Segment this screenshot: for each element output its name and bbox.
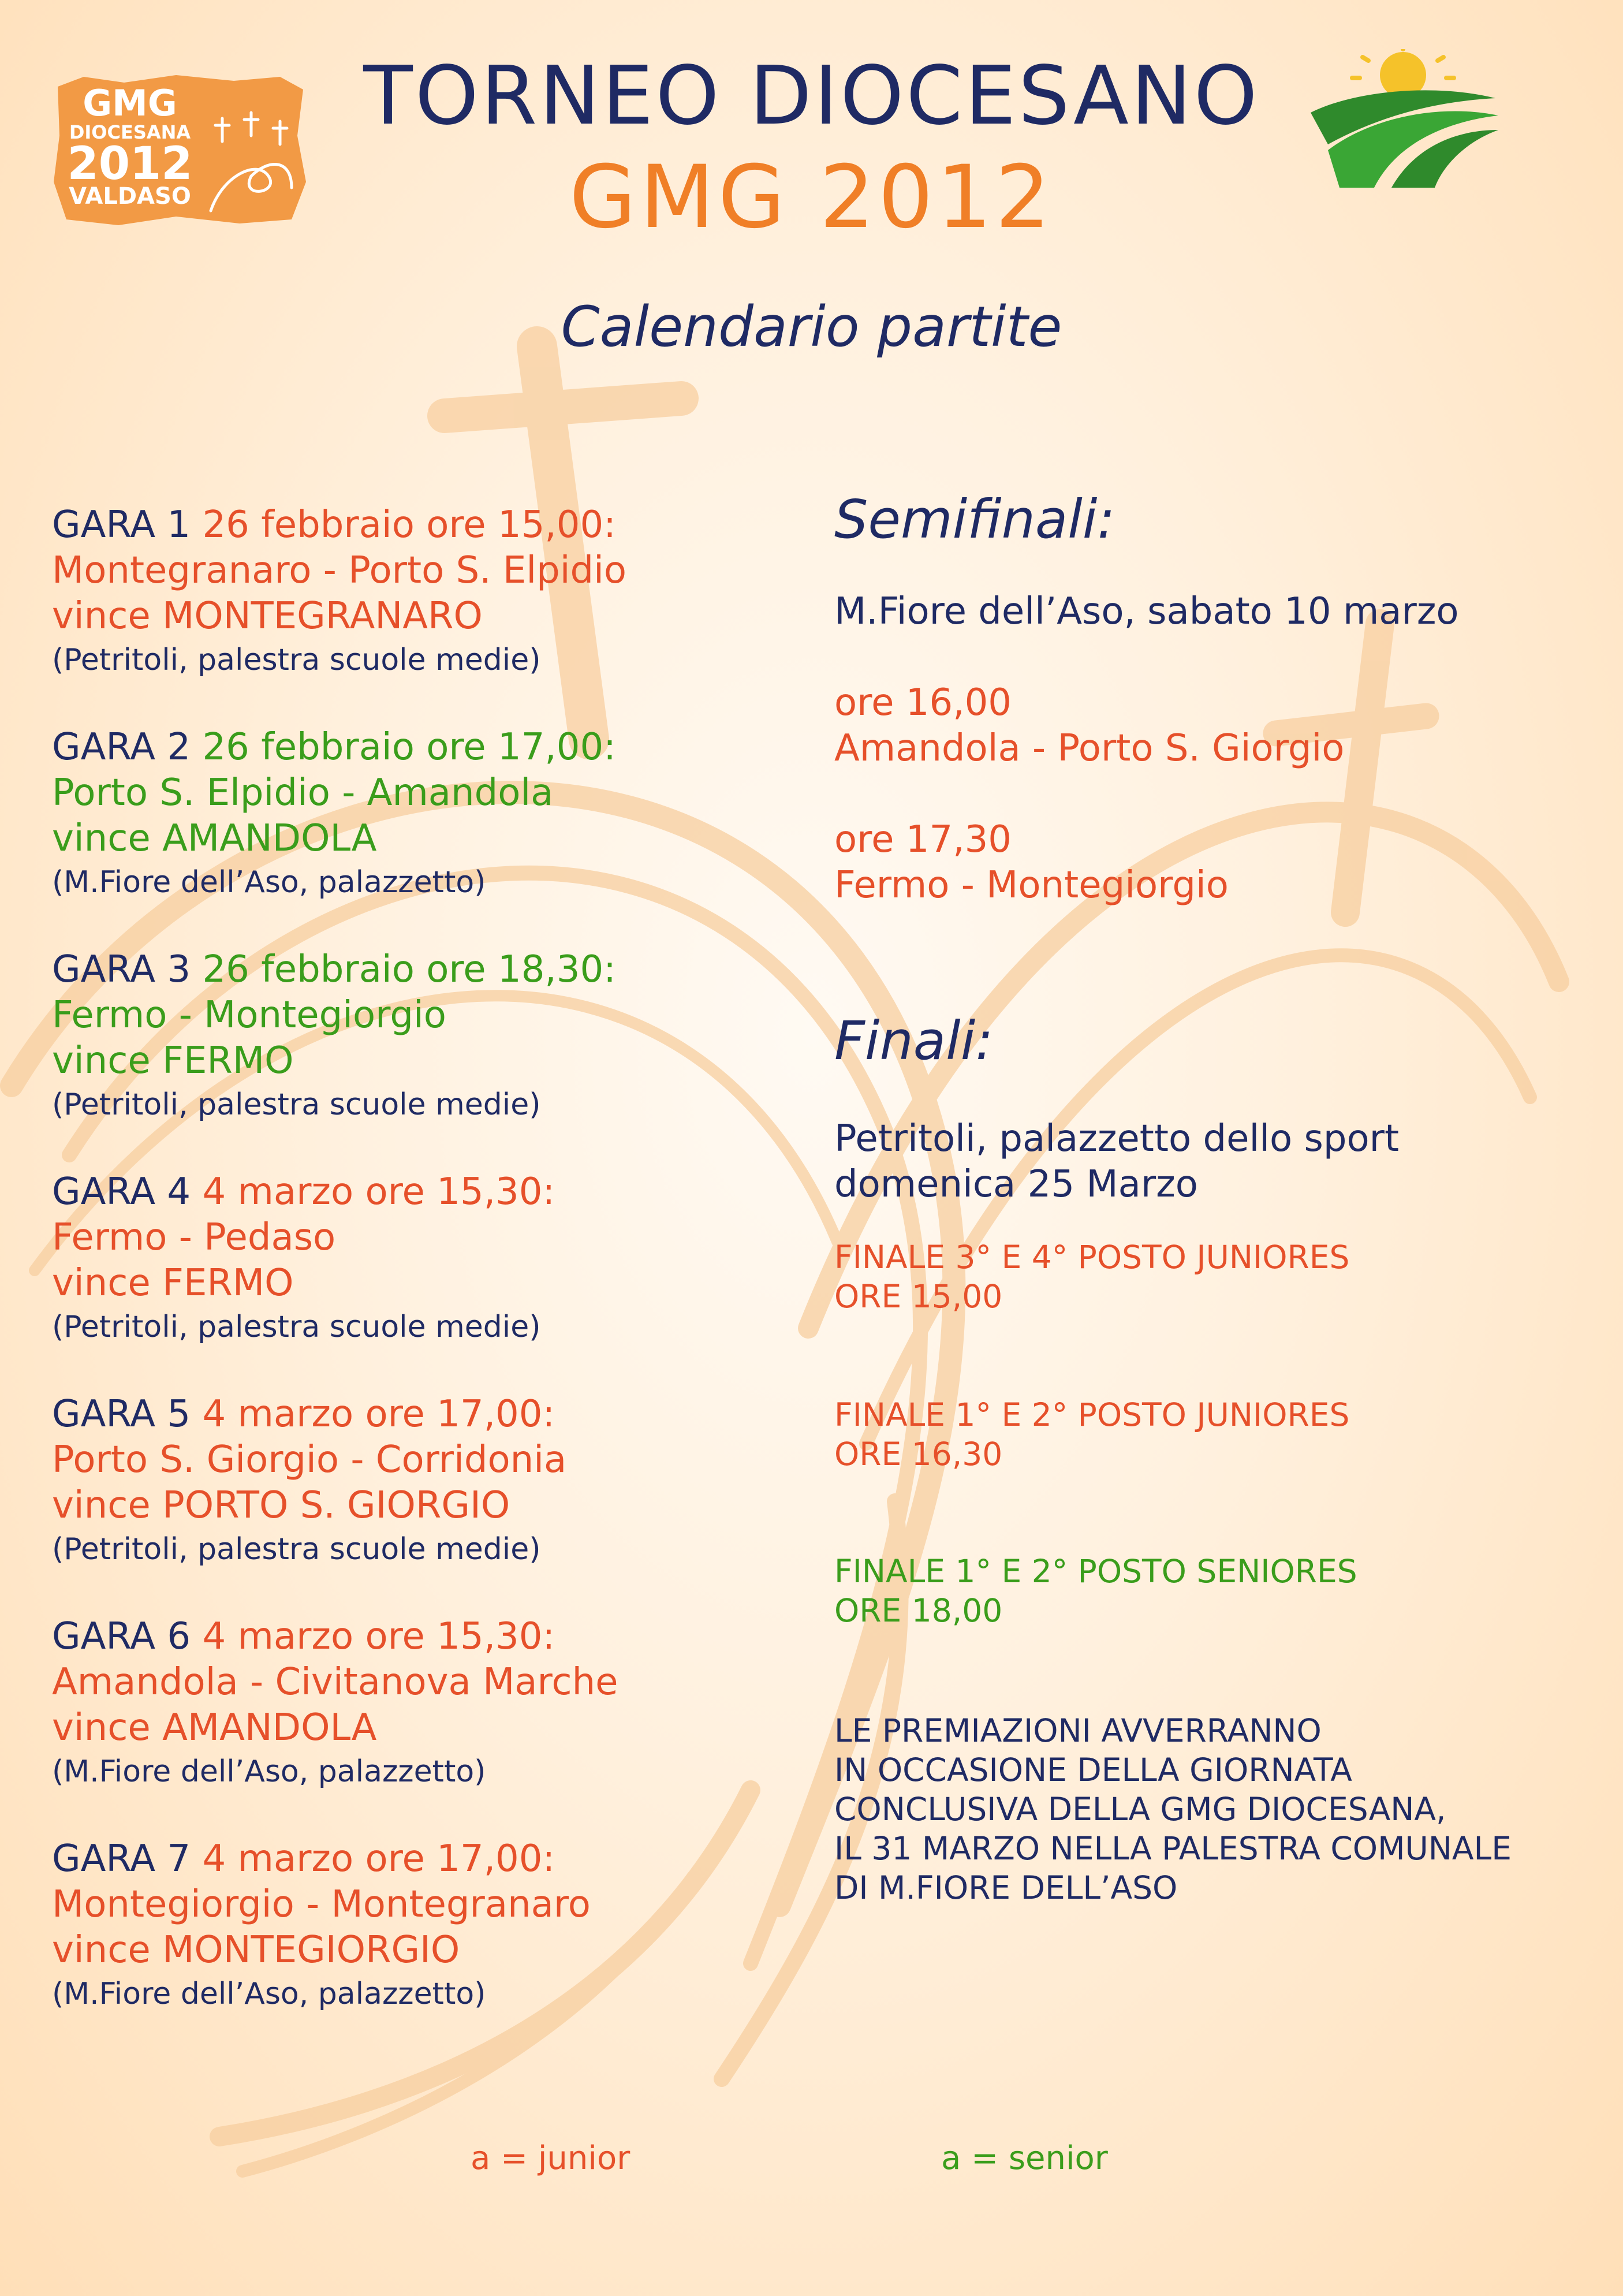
note-line: DI M.FIORE DELL’ASO [834, 1869, 1178, 1906]
page-subtitle: Calendario partite [561, 295, 1062, 359]
finale-3-name: FINALE 1° E 2° POSTO SENIORES [834, 1553, 1357, 1590]
gara-when: 26 febbraio ore 18,30: [202, 948, 616, 991]
gara-when: 4 marzo ore 15,30: [202, 1615, 555, 1658]
semifinale-2-time: ore 17,30 [834, 818, 1012, 861]
page-title-year: GMG 2012 [569, 147, 1054, 248]
finale-3-time: ORE 18,00 [834, 1592, 1003, 1629]
gara-label: GARA 6 [52, 1615, 191, 1658]
gara-place: (M.Fiore dell’Aso, palazzetto) [52, 1977, 486, 2011]
gara-winner: vince AMANDOLA [52, 817, 377, 860]
logo-text-year: 2012 [67, 138, 193, 190]
logo-text-gmg: GMG [83, 82, 177, 124]
gara-when: 26 febbraio ore 15,00: [202, 504, 616, 546]
gara-match: Porto S. Elpidio - Amandola [52, 771, 554, 814]
gara-place: (M.Fiore dell’Aso, palazzetto) [52, 1754, 486, 1789]
gara-2 [52, 725, 803, 903]
gara-match: Montegranaro - Porto S. Elpidio [52, 549, 627, 592]
semifinali-heading: Semifinali: [834, 489, 1115, 550]
gara-place: (Petritoli, palestra scuole medie) [52, 1532, 541, 1567]
finale-1-name: FINALE 3° E 4° POSTO JUNIORES [834, 1239, 1350, 1276]
finale-2-time: ORE 16,30 [834, 1436, 1003, 1473]
gara-label: GARA 4 [52, 1171, 191, 1213]
finale-1-time: ORE 15,00 [834, 1278, 1003, 1315]
gara-place: (Petritoli, palestra scuole medie) [52, 1087, 541, 1122]
gara-match: Fermo - Montegiorgio [52, 994, 446, 1037]
gara-label: GARA 5 [52, 1393, 191, 1436]
gara-winner: vince FERMO [52, 1262, 294, 1304]
gara-winner: vince MONTEGIORGIO [52, 1929, 460, 1971]
note-line: CONCLUSIVA DELLA GMG DIOCESANA, [834, 1791, 1446, 1828]
gara-when: 4 marzo ore 17,00: [202, 1837, 555, 1880]
finale-2-name: FINALE 1° E 2° POSTO JUNIORES [834, 1396, 1350, 1433]
premiazioni-note [834, 1711, 1608, 1907]
gara-label: GARA 3 [52, 948, 191, 991]
gara-match: Porto S. Giorgio - Corridonia [52, 1438, 567, 1481]
gara-4 [52, 1169, 803, 1348]
gara-label: GARA 7 [52, 1837, 191, 1880]
note-line: IN OCCASIONE DELLA GIORNATA [834, 1751, 1352, 1788]
gara-when: 4 marzo ore 15,30: [202, 1171, 555, 1213]
finali-venue: Petritoli, palazzetto dello sport [834, 1117, 1400, 1160]
gara-when: 4 marzo ore 17,00: [202, 1393, 555, 1436]
semifinale-2-teams: Fermo - Montegiorgio [834, 864, 1229, 907]
gara-label: GARA 2 [52, 726, 191, 769]
gara-when: 26 febbraio ore 17,00: [202, 726, 616, 769]
gare-list [52, 502, 803, 2059]
logo-text-valdaso: VALDASO [69, 183, 191, 210]
note-line: IL 31 MARZO NELLA PALESTRA COMUNALE [834, 1830, 1512, 1867]
gara-match: Fermo - Pedaso [52, 1216, 336, 1259]
gara-place: (Petritoli, palestra scuole medie) [52, 643, 541, 677]
gara-7 [52, 1836, 803, 2015]
finali-heading: Finali: [834, 1010, 994, 1072]
gara-match: Montegiorgio - Montegranaro [52, 1883, 591, 1926]
gara-6 [52, 1614, 803, 1792]
finals-column [834, 485, 1608, 1907]
semifinale-1-time: ore 16,00 [834, 681, 1012, 724]
gara-winner: vince MONTEGRANARO [52, 595, 483, 638]
gara-winner: vince PORTO S. GIORGIO [52, 1484, 510, 1527]
finali-date: domenica 25 Marzo [834, 1163, 1198, 1206]
gara-1 [52, 502, 803, 681]
semifinali-venue: M.Fiore dell’Aso, sabato 10 marzo [834, 590, 1459, 633]
page-title: TORNEO DIOCESANO [363, 49, 1260, 143]
legend-junior: a = junior [471, 2140, 630, 2177]
gara-match: Amandola - Civitanova Marche [52, 1661, 618, 1704]
legend-senior: a = senior [941, 2140, 1108, 2177]
note-line: LE PREMIAZIONI AVVERRANNO [834, 1712, 1322, 1749]
gara-place: (M.Fiore dell’Aso, palazzetto) [52, 865, 486, 900]
gara-label: GARA 1 [52, 504, 191, 546]
gara-5 [52, 1392, 803, 1570]
gara-place: (Petritoli, palestra scuole medie) [52, 1310, 541, 1344]
semifinale-1-teams: Amandola - Porto S. Giorgio [834, 727, 1345, 770]
gara-winner: vince FERMO [52, 1039, 294, 1082]
gara-winner: vince AMANDOLA [52, 1706, 377, 1749]
gara-3 [52, 947, 803, 1125]
logo-text-diocesana: DIOCESANA [69, 121, 191, 143]
